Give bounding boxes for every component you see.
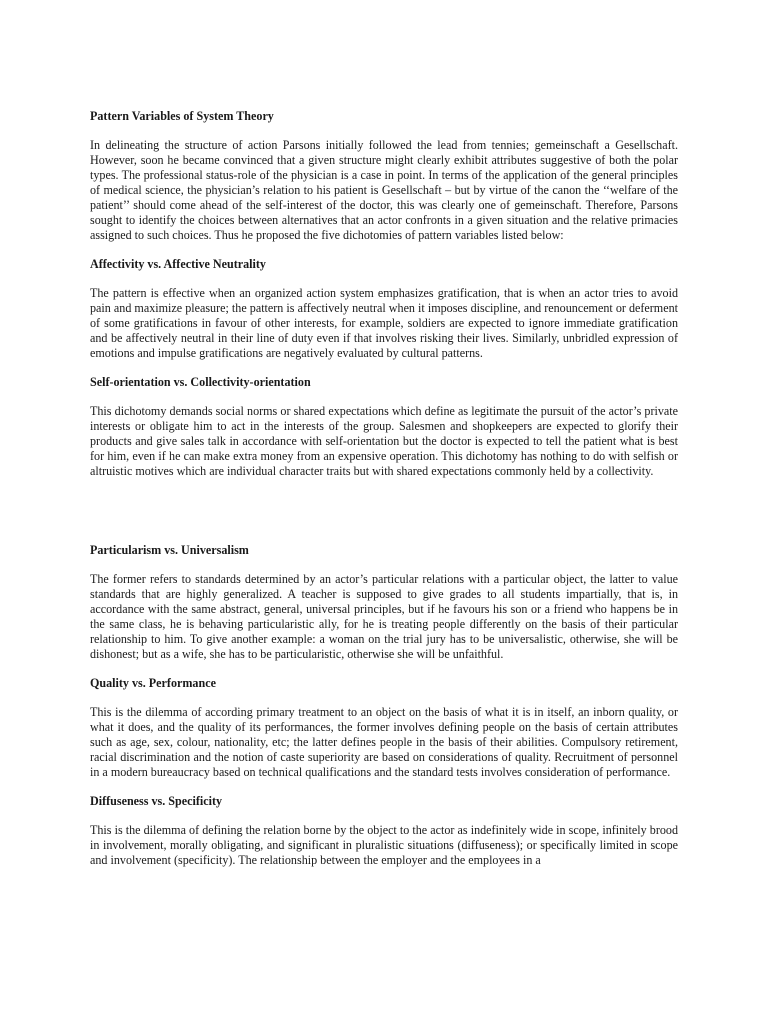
section-body-affectivity: The pattern is effective when an organized action system emphasizes gratification, that is when an actor tries to avoid pain and maximize pleasure; the pattern is affectively neutral when it imposes discipline, and renouncement or deferment of some gratifications in favour of other interests, for example, soldiers are expected to ignore immediate gratification and be affectively neutral in their line of duty even if that involves risking their lives. Similarly, unbridled expression of emotions and impulse gratifications are negatively evaluated by cultural patterns. bbox=[90, 286, 678, 360]
intro-paragraph: In delineating the structure of action Parsons initially followed the lead from tennies; gemeinschaft a Gesellschaft. However, soon he became convinced that a given structure might clearly exhibit attributes suggestive of both the polar types. The professional status-role of the physician is a case in point. In terms of the application of the general principles of medical science, the physician’s relation to his patient is Gesellschaft – but by virtue of the canon the ‘‘welfare of the patient’’ should come ahead of the self-interest of the doctor, this was clearly one of gemeinschaft. Therefore, Parsons sought to identify the choices between alternatives that an actor confronts in a given situation and the relative primacies assigned to such choices. Thus he proposed the five dichotomies of pattern variables listed below: bbox=[90, 138, 678, 242]
section-body-particularism: The former refers to standards determined by an actor’s particular relations with a particular object, the latter to value standards that are highly generalized. A teacher is supposed to give grades to all students impartially, that is, in accordance with the same abstract, general, universal principles, but if he favours his son or a friend who happens be in the same class, he is behaving particularistic ally, for he is treating people differently on the basis of their particular relationship to him. To give another example: a woman on the trial jury has to be universalistic, otherwise, she will be dishonest; but as a wife, she has to be particularistic, otherwise she will be unfaithful. bbox=[90, 572, 678, 661]
document-title: Pattern Variables of System Theory bbox=[90, 109, 274, 123]
section-body-self-orientation: This dichotomy demands social norms or shared expectations which define as legitimate the pursuit of the actor’s private interests or obligate him to act in the interests of the group. Salesmen and shopkeepers are expected to glorify their products and give sales talk in accordance with self-orientation but the doctor is expected to tell the patient what is best for him, even if he can make extra money from an expensive operation. This dichotomy has nothing to do with selfish or altruistic motives which are individual character traits but with shared expectations commonly held by a collectivity. bbox=[90, 404, 678, 478]
section-heading-diffuseness: Diffuseness vs. Specificity bbox=[90, 794, 223, 808]
document-page bbox=[90, 101, 678, 868]
section-body-quality: This is the dilemma of according primary treatment to an object on the basis of what it is in itself, an inborn quality, or what it does, and the quality of its performances, the former involves defining people on the basis of certain attributes such as age, sex, colour, nationality, etc; the latter defines people in the basis of their abilities. Compulsory retirement, racial discrimination and the notion of caste superiority are based on considerations of quality. Recruitment of personnel in a modern bureaucracy based on technical qualifications and the standard tests involves consideration of performance. bbox=[90, 705, 678, 779]
section-heading-quality: Quality vs. Performance bbox=[90, 676, 216, 690]
section-heading-affectivity: Affectivity vs. Affective Neutrality bbox=[90, 257, 266, 271]
section-heading-self-orientation: Self-orientation vs. Collectivity-orientation bbox=[90, 375, 311, 389]
section-heading-particularism: Particularism vs. Universalism bbox=[90, 543, 249, 557]
section-body-diffuseness: This is the dilemma of defining the relation borne by the object to the actor as indefinitely wide in scope, infinitely brood in involvement, morally obligating, and significant in pluralistic situations (diffuseness); or specifically limited in scope and involvement (specificity). The relationship between the employer and the employees in a bbox=[90, 823, 678, 867]
